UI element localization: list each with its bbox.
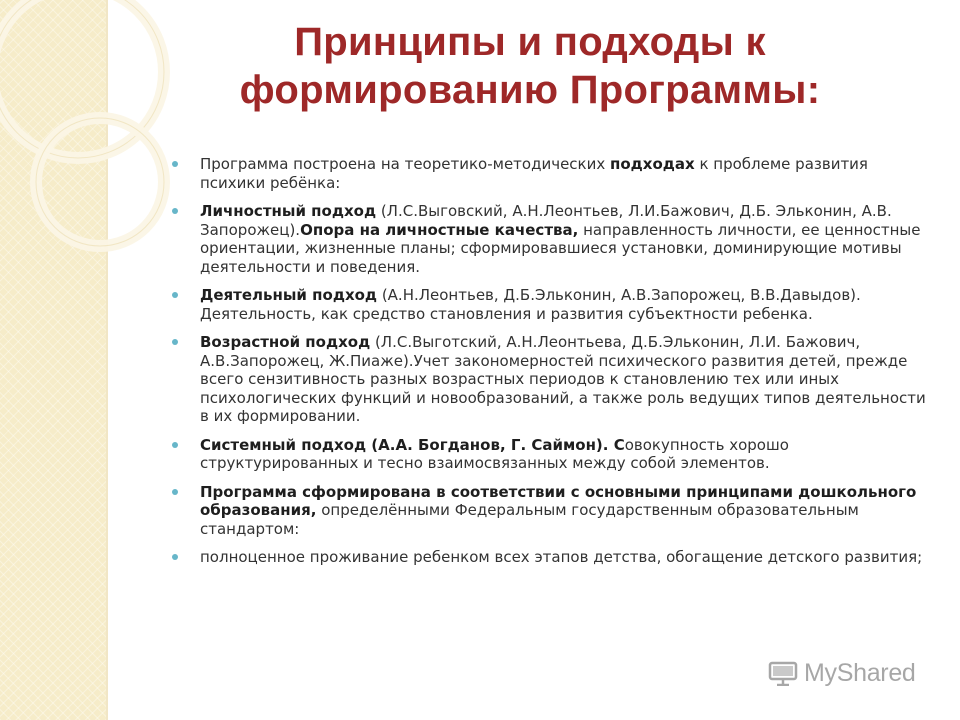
bullet-dot-icon	[172, 292, 178, 298]
bullet-dot-icon	[172, 208, 178, 214]
bullet-dot-icon	[172, 554, 178, 560]
bullet-list	[170, 155, 930, 577]
list-item-childhood: полноценное проживание ребенком всех этапов детства, обогащение детского развития;	[170, 548, 930, 567]
slide-title	[150, 18, 910, 114]
list-item-personal-approach: Личностный подход (Л.С.Выговский, А.Н.Леонтьев, Л.И.Бажович, Д.Б. Эльконин, А.В. Запорожец).Опора на личностные качества, направленность личности, ее ценностные ориентации, жизненные планы; сформировавшиеся установки, доминирующие мотивы деятельности и поведения.	[170, 202, 930, 276]
slide-title-line-2: формированию Программы:	[239, 68, 821, 112]
bullet-dot-icon	[172, 161, 178, 167]
slide-title-line-1: Принципы и подходы к	[294, 20, 766, 64]
watermark-text: MyShared	[804, 658, 916, 687]
myshared-watermark	[768, 656, 916, 690]
presentation-board-icon	[768, 660, 798, 686]
list-item-activity-approach: Деятельный подход (А.Н.Леонтьев, Д.Б.Эльконин, А.В.Запорожец, В.В.Давыдов). Деятельность, как средство становления и развития субъектности ребенка.	[170, 286, 930, 323]
bullet-dot-icon	[172, 442, 178, 448]
bullet-dot-icon	[172, 489, 178, 495]
list-item-intro: Программа построена на теоретико-методических подходах к проблеме развития психики ребёнка:	[170, 155, 930, 192]
list-item-program-principles: Программа сформирована в соответствии с основными принципами дошкольного образования, определёнными Федеральным государственным образовательным стандартом:	[170, 483, 930, 539]
ring-small	[36, 118, 164, 246]
list-item-age-approach: Возрастной подход (Л.С.Выготский, А.Н.Леонтьева, Д.Б.Эльконин, Л.И. Бажович, А.В.Запорожец, Ж.Пиаже).Учет закономерностей психического развития детей, прежде всего сензитивность разных возрастных периодов к становлению тех или иных психологических функций и новообразований, а также роль ведущих типов деятельности в их формировании.	[170, 333, 930, 426]
list-item-system-approach: Системный подход (А.А. Богданов, Г. Саймон). Совокупность хорошо структурированных и тесно взаимосвязанных между собой элементов.	[170, 436, 930, 473]
bullet-dot-icon	[172, 339, 178, 345]
